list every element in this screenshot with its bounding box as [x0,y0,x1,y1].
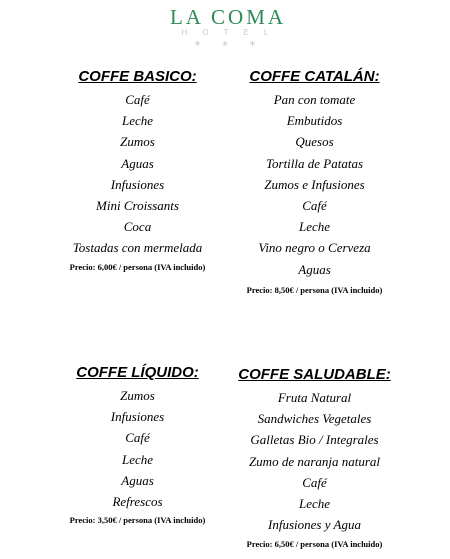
menu-item: Galletas Bio / Integrales [250,432,379,448]
menu-item-list [55,385,220,512]
menu-title: COFFE SALUDABLE: [238,366,391,383]
menu-item: Mini Croissants [96,198,179,214]
menu-item: Leche [298,219,331,235]
menu-price: Precio: 6,00€ / persona (IVA incluido) [69,261,206,272]
menu-item: Café [125,430,150,446]
menu-coffe-basico [55,68,220,273]
logo-name: LA COMA [169,5,287,29]
logo-stars: *** [194,39,278,52]
menu-item-list [232,387,397,535]
menu-item: Café [125,92,150,107]
menu-item: Quesos [295,134,334,150]
menu-item: Leche [298,496,331,512]
menu-title: COFFE CATALÁN: [249,68,380,85]
menu-item: Zumos [120,134,155,150]
menu-coffe-saludable [232,366,397,550]
menu-item: Refrescos [112,494,163,510]
menu-item: Zumos e Infusiones [264,176,365,192]
logo-subtitle: HOTEL [181,28,284,37]
menu-coffe-liquido [55,364,220,526]
menu-item: Fruta Natural [277,390,352,405]
menu-item: Infusiones [110,409,165,425]
menu-price: Precio: 8,50€ / persona (IVA incluido) [246,284,383,295]
menu-item: Leche [121,451,154,467]
menu-item: Aguas [121,472,154,488]
menu-item: Leche [121,113,154,129]
menu-price: Precio: 3,50€ / persona (IVA incluido) [69,515,206,526]
menu-title: COFFE LÍQUIDO: [76,364,199,381]
menu-coffe-catalan [232,68,397,296]
menu-item: Sandwiches Vegetales [257,411,372,427]
menu-item: Café [302,198,327,214]
menu-item: Vino negro o Cerveza [258,240,371,256]
menu-item: Infusiones [110,176,165,192]
menu-item: Aguas [121,155,154,171]
menu-item-list [55,89,220,259]
menu-item-list [232,89,397,280]
menu-item: Embutidos [286,113,343,129]
menu-item: Zumos [120,388,155,403]
menu-item: Café [302,474,327,490]
menu-item: Tostadas con mermelada [72,240,203,256]
menu-item: Coca [123,219,152,235]
menu-item: Pan con tomate [273,92,356,107]
hotel-logo [0,6,450,53]
menu-item: Zumo de naranja natural [248,453,381,469]
menu-item: Infusiones y Agua [268,517,361,533]
menu-item: Tortilla de Patatas [265,155,364,171]
menu-item: Aguas [298,261,331,277]
menu-title: COFFE BASICO: [78,68,197,85]
menu-price: Precio: 6,50€ / persona (IVA incluido) [246,539,383,550]
